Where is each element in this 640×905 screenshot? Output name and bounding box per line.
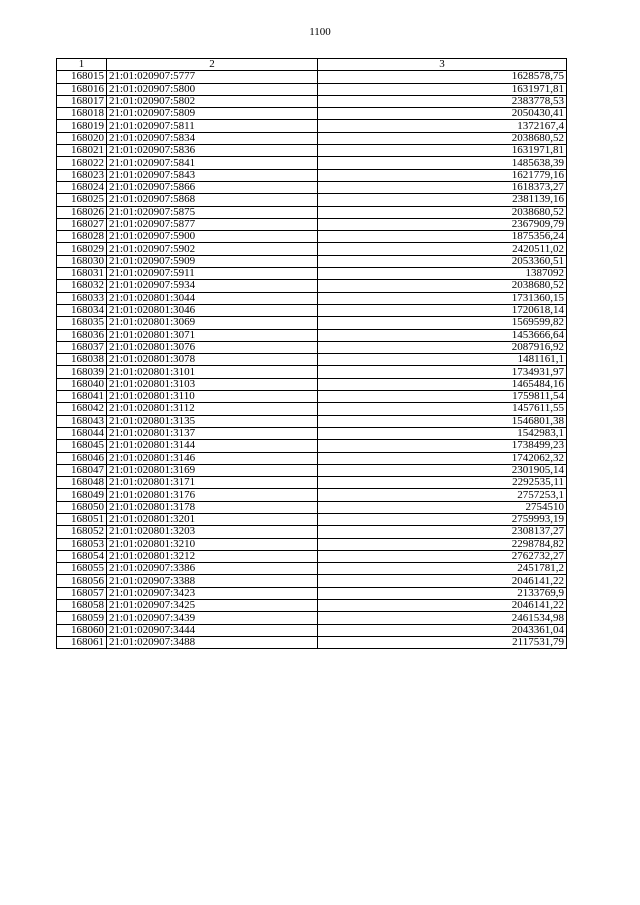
row-number: 168055	[57, 563, 107, 575]
cadastral-value: 1546801,38	[318, 415, 567, 427]
row-number: 168022	[57, 157, 107, 169]
table-row	[57, 440, 567, 452]
table-row	[57, 513, 567, 525]
cadastral-value: 2038680,52	[318, 132, 567, 144]
table-row	[57, 120, 567, 132]
cadastral-value: 1465484,16	[318, 378, 567, 390]
table-row	[57, 218, 567, 230]
cadastral-value: 1734931,97	[318, 366, 567, 378]
cadastral-value: 2383778,53	[318, 95, 567, 107]
row-number: 168053	[57, 538, 107, 550]
table-row	[57, 587, 567, 599]
cadastral-value: 1742062,32	[318, 452, 567, 464]
row-number: 168056	[57, 575, 107, 587]
cadastral-value: 1387092	[318, 268, 567, 280]
cadastral-number: 21:01:020801:3103	[107, 378, 318, 390]
cadastral-number: 21:01:020801:3101	[107, 366, 318, 378]
row-number: 168051	[57, 513, 107, 525]
row-number: 168024	[57, 181, 107, 193]
cadastral-number: 21:01:020907:5802	[107, 95, 318, 107]
row-number: 168021	[57, 145, 107, 157]
cadastral-number: 21:01:020801:3110	[107, 391, 318, 403]
cadastral-number: 21:01:020907:5866	[107, 181, 318, 193]
cadastral-number: 21:01:020801:3203	[107, 526, 318, 538]
table-row	[57, 317, 567, 329]
row-number: 168035	[57, 317, 107, 329]
table-row	[57, 292, 567, 304]
cadastral-value: 2053360,51	[318, 255, 567, 267]
row-number: 168038	[57, 354, 107, 366]
cadastral-value: 1481161,1	[318, 354, 567, 366]
row-number: 168042	[57, 403, 107, 415]
cadastral-value: 1759811,54	[318, 391, 567, 403]
row-number: 168057	[57, 587, 107, 599]
cadastral-value: 1618373,27	[318, 181, 567, 193]
row-number: 168036	[57, 329, 107, 341]
table-row	[57, 403, 567, 415]
row-number: 168058	[57, 600, 107, 612]
cadastral-number: 21:01:020801:3212	[107, 550, 318, 562]
table-row	[57, 157, 567, 169]
row-number: 168017	[57, 95, 107, 107]
table-row	[57, 489, 567, 501]
cadastral-value: 2043361,04	[318, 624, 567, 636]
row-number: 168049	[57, 489, 107, 501]
cadastral-value: 2461534,98	[318, 612, 567, 624]
cadastral-number: 21:01:020801:3137	[107, 427, 318, 439]
cadastral-number: 21:01:020907:3488	[107, 636, 318, 648]
cadastral-number: 21:01:020907:5809	[107, 108, 318, 120]
table-row	[57, 550, 567, 562]
row-number: 168046	[57, 452, 107, 464]
cadastral-number: 21:01:020907:5834	[107, 132, 318, 144]
table-row	[57, 612, 567, 624]
cadastral-value: 1372167,4	[318, 120, 567, 132]
cadastral-number: 21:01:020801:3178	[107, 501, 318, 513]
table-row	[57, 194, 567, 206]
cadastral-number: 21:01:020907:5902	[107, 243, 318, 255]
cadastral-value: 1720618,14	[318, 304, 567, 316]
cadastral-value: 1542983,1	[318, 427, 567, 439]
cadastral-value: 2420511,02	[318, 243, 567, 255]
cadastral-value: 2298784,82	[318, 538, 567, 550]
cadastral-number: 21:01:020801:3201	[107, 513, 318, 525]
row-number: 168059	[57, 612, 107, 624]
cadastral-value: 2133769,9	[318, 587, 567, 599]
table-row	[57, 280, 567, 292]
cadastral-value: 2292535,11	[318, 477, 567, 489]
cadastral-number: 21:01:020907:5868	[107, 194, 318, 206]
cadastral-value: 2038680,52	[318, 280, 567, 292]
table-row	[57, 563, 567, 575]
cadastral-number: 21:01:020801:3046	[107, 304, 318, 316]
cadastral-value: 2038680,52	[318, 206, 567, 218]
cadastral-value: 2754510	[318, 501, 567, 513]
table-row	[57, 575, 567, 587]
table-row	[57, 366, 567, 378]
row-number: 168061	[57, 636, 107, 648]
cadastral-value: 2046141,22	[318, 600, 567, 612]
row-number: 168043	[57, 415, 107, 427]
row-number: 168054	[57, 550, 107, 562]
cadastral-number: 21:01:020801:3112	[107, 403, 318, 415]
table-row	[57, 329, 567, 341]
table-row	[57, 71, 567, 83]
table-row	[57, 526, 567, 538]
cadastral-value: 1631971,81	[318, 83, 567, 95]
cadastral-number: 21:01:020801:3078	[107, 354, 318, 366]
cadastral-value: 2117531,79	[318, 636, 567, 648]
column-header-3: 3	[318, 59, 567, 71]
cadastral-number: 21:01:020801:3071	[107, 329, 318, 341]
cadastral-value: 1731360,15	[318, 292, 567, 304]
cadastral-value: 1453666,64	[318, 329, 567, 341]
cadastral-number: 21:01:020801:3135	[107, 415, 318, 427]
cadastral-value: 2087916,92	[318, 341, 567, 353]
table-row	[57, 145, 567, 157]
cadastral-number: 21:01:020907:5909	[107, 255, 318, 267]
cadastral-number: 21:01:020907:5800	[107, 83, 318, 95]
cadastral-value: 2308137,27	[318, 526, 567, 538]
cadastral-value: 1631971,81	[318, 145, 567, 157]
row-number: 168037	[57, 341, 107, 353]
cadastral-number: 21:01:020907:5841	[107, 157, 318, 169]
cadastral-number: 21:01:020801:3044	[107, 292, 318, 304]
cadastral-number: 21:01:020907:3386	[107, 563, 318, 575]
table-row	[57, 600, 567, 612]
row-number: 168050	[57, 501, 107, 513]
table-row	[57, 354, 567, 366]
cadastral-number: 21:01:020801:3146	[107, 452, 318, 464]
row-number: 168019	[57, 120, 107, 132]
row-number: 168034	[57, 304, 107, 316]
table-row	[57, 95, 567, 107]
cadastral-value: 1569599,82	[318, 317, 567, 329]
cadastral-number: 21:01:020907:5843	[107, 169, 318, 181]
row-number: 168039	[57, 366, 107, 378]
cadastral-value: 2762732,27	[318, 550, 567, 562]
column-header-2: 2	[107, 59, 318, 71]
cadastral-number: 21:01:020907:5836	[107, 145, 318, 157]
header-row	[57, 59, 567, 71]
table-row	[57, 108, 567, 120]
cadastral-number: 21:01:020801:3169	[107, 464, 318, 476]
row-number: 168045	[57, 440, 107, 452]
table-row	[57, 304, 567, 316]
row-number: 168048	[57, 477, 107, 489]
cadastral-number: 21:01:020907:5877	[107, 218, 318, 230]
row-number: 168032	[57, 280, 107, 292]
row-number: 168020	[57, 132, 107, 144]
row-number: 168015	[57, 71, 107, 83]
cadastral-number: 21:01:020907:5777	[107, 71, 318, 83]
cadastral-value: 2759993,19	[318, 513, 567, 525]
cadastral-value: 2301905,14	[318, 464, 567, 476]
row-number: 168018	[57, 108, 107, 120]
row-number: 168041	[57, 391, 107, 403]
table-row	[57, 415, 567, 427]
table-row	[57, 501, 567, 513]
cadastral-number: 21:01:020801:3144	[107, 440, 318, 452]
table-body	[57, 71, 567, 649]
table-row	[57, 391, 567, 403]
cadastral-value: 1628578,75	[318, 71, 567, 83]
table-row	[57, 255, 567, 267]
cadastral-value: 2381139,16	[318, 194, 567, 206]
table-row	[57, 83, 567, 95]
cadastral-number: 21:01:020907:3423	[107, 587, 318, 599]
cadastral-value: 1457611,55	[318, 403, 567, 415]
cadastral-value: 1621779,16	[318, 169, 567, 181]
row-number: 168047	[57, 464, 107, 476]
cadastral-value-table	[56, 58, 567, 649]
table-row	[57, 378, 567, 390]
cadastral-value: 1875356,24	[318, 231, 567, 243]
row-number: 168030	[57, 255, 107, 267]
table-row	[57, 181, 567, 193]
table-row	[57, 538, 567, 550]
cadastral-value: 1738499,23	[318, 440, 567, 452]
row-number: 168033	[57, 292, 107, 304]
row-number: 168060	[57, 624, 107, 636]
table-row	[57, 243, 567, 255]
cadastral-value: 1485638,39	[318, 157, 567, 169]
table-row	[57, 464, 567, 476]
cadastral-number: 21:01:020801:3076	[107, 341, 318, 353]
cadastral-number: 21:01:020907:3425	[107, 600, 318, 612]
table-header	[57, 59, 567, 71]
table-row	[57, 268, 567, 280]
row-number: 168031	[57, 268, 107, 280]
table-row	[57, 636, 567, 648]
row-number: 168040	[57, 378, 107, 390]
table-row	[57, 341, 567, 353]
cadastral-number: 21:01:020801:3069	[107, 317, 318, 329]
table-row	[57, 206, 567, 218]
table-row	[57, 427, 567, 439]
table-row	[57, 452, 567, 464]
table-row	[57, 169, 567, 181]
cadastral-number: 21:01:020907:3439	[107, 612, 318, 624]
cadastral-value: 2757253,1	[318, 489, 567, 501]
cadastral-number: 21:01:020907:3388	[107, 575, 318, 587]
cadastral-value: 2050430,41	[318, 108, 567, 120]
cadastral-number: 21:01:020907:3444	[107, 624, 318, 636]
column-header-1: 1	[57, 59, 107, 71]
cadastral-value: 2367909,79	[318, 218, 567, 230]
row-number: 168023	[57, 169, 107, 181]
row-number: 168029	[57, 243, 107, 255]
row-number: 168052	[57, 526, 107, 538]
row-number: 168044	[57, 427, 107, 439]
table-row	[57, 132, 567, 144]
row-number: 168025	[57, 194, 107, 206]
cadastral-value: 2451781,2	[318, 563, 567, 575]
cadastral-number: 21:01:020907:5811	[107, 120, 318, 132]
table-row	[57, 477, 567, 489]
row-number: 168016	[57, 83, 107, 95]
row-number: 168027	[57, 218, 107, 230]
cadastral-number: 21:01:020801:3171	[107, 477, 318, 489]
cadastral-value: 2046141,22	[318, 575, 567, 587]
table-row	[57, 624, 567, 636]
row-number: 168026	[57, 206, 107, 218]
page-number: 1100	[309, 26, 331, 38]
row-number: 168028	[57, 231, 107, 243]
cadastral-number: 21:01:020907:5875	[107, 206, 318, 218]
cadastral-number: 21:01:020801:3176	[107, 489, 318, 501]
cadastral-number: 21:01:020907:5911	[107, 268, 318, 280]
cadastral-number: 21:01:020907:5900	[107, 231, 318, 243]
table-row	[57, 231, 567, 243]
cadastral-number: 21:01:020801:3210	[107, 538, 318, 550]
cadastral-number: 21:01:020907:5934	[107, 280, 318, 292]
